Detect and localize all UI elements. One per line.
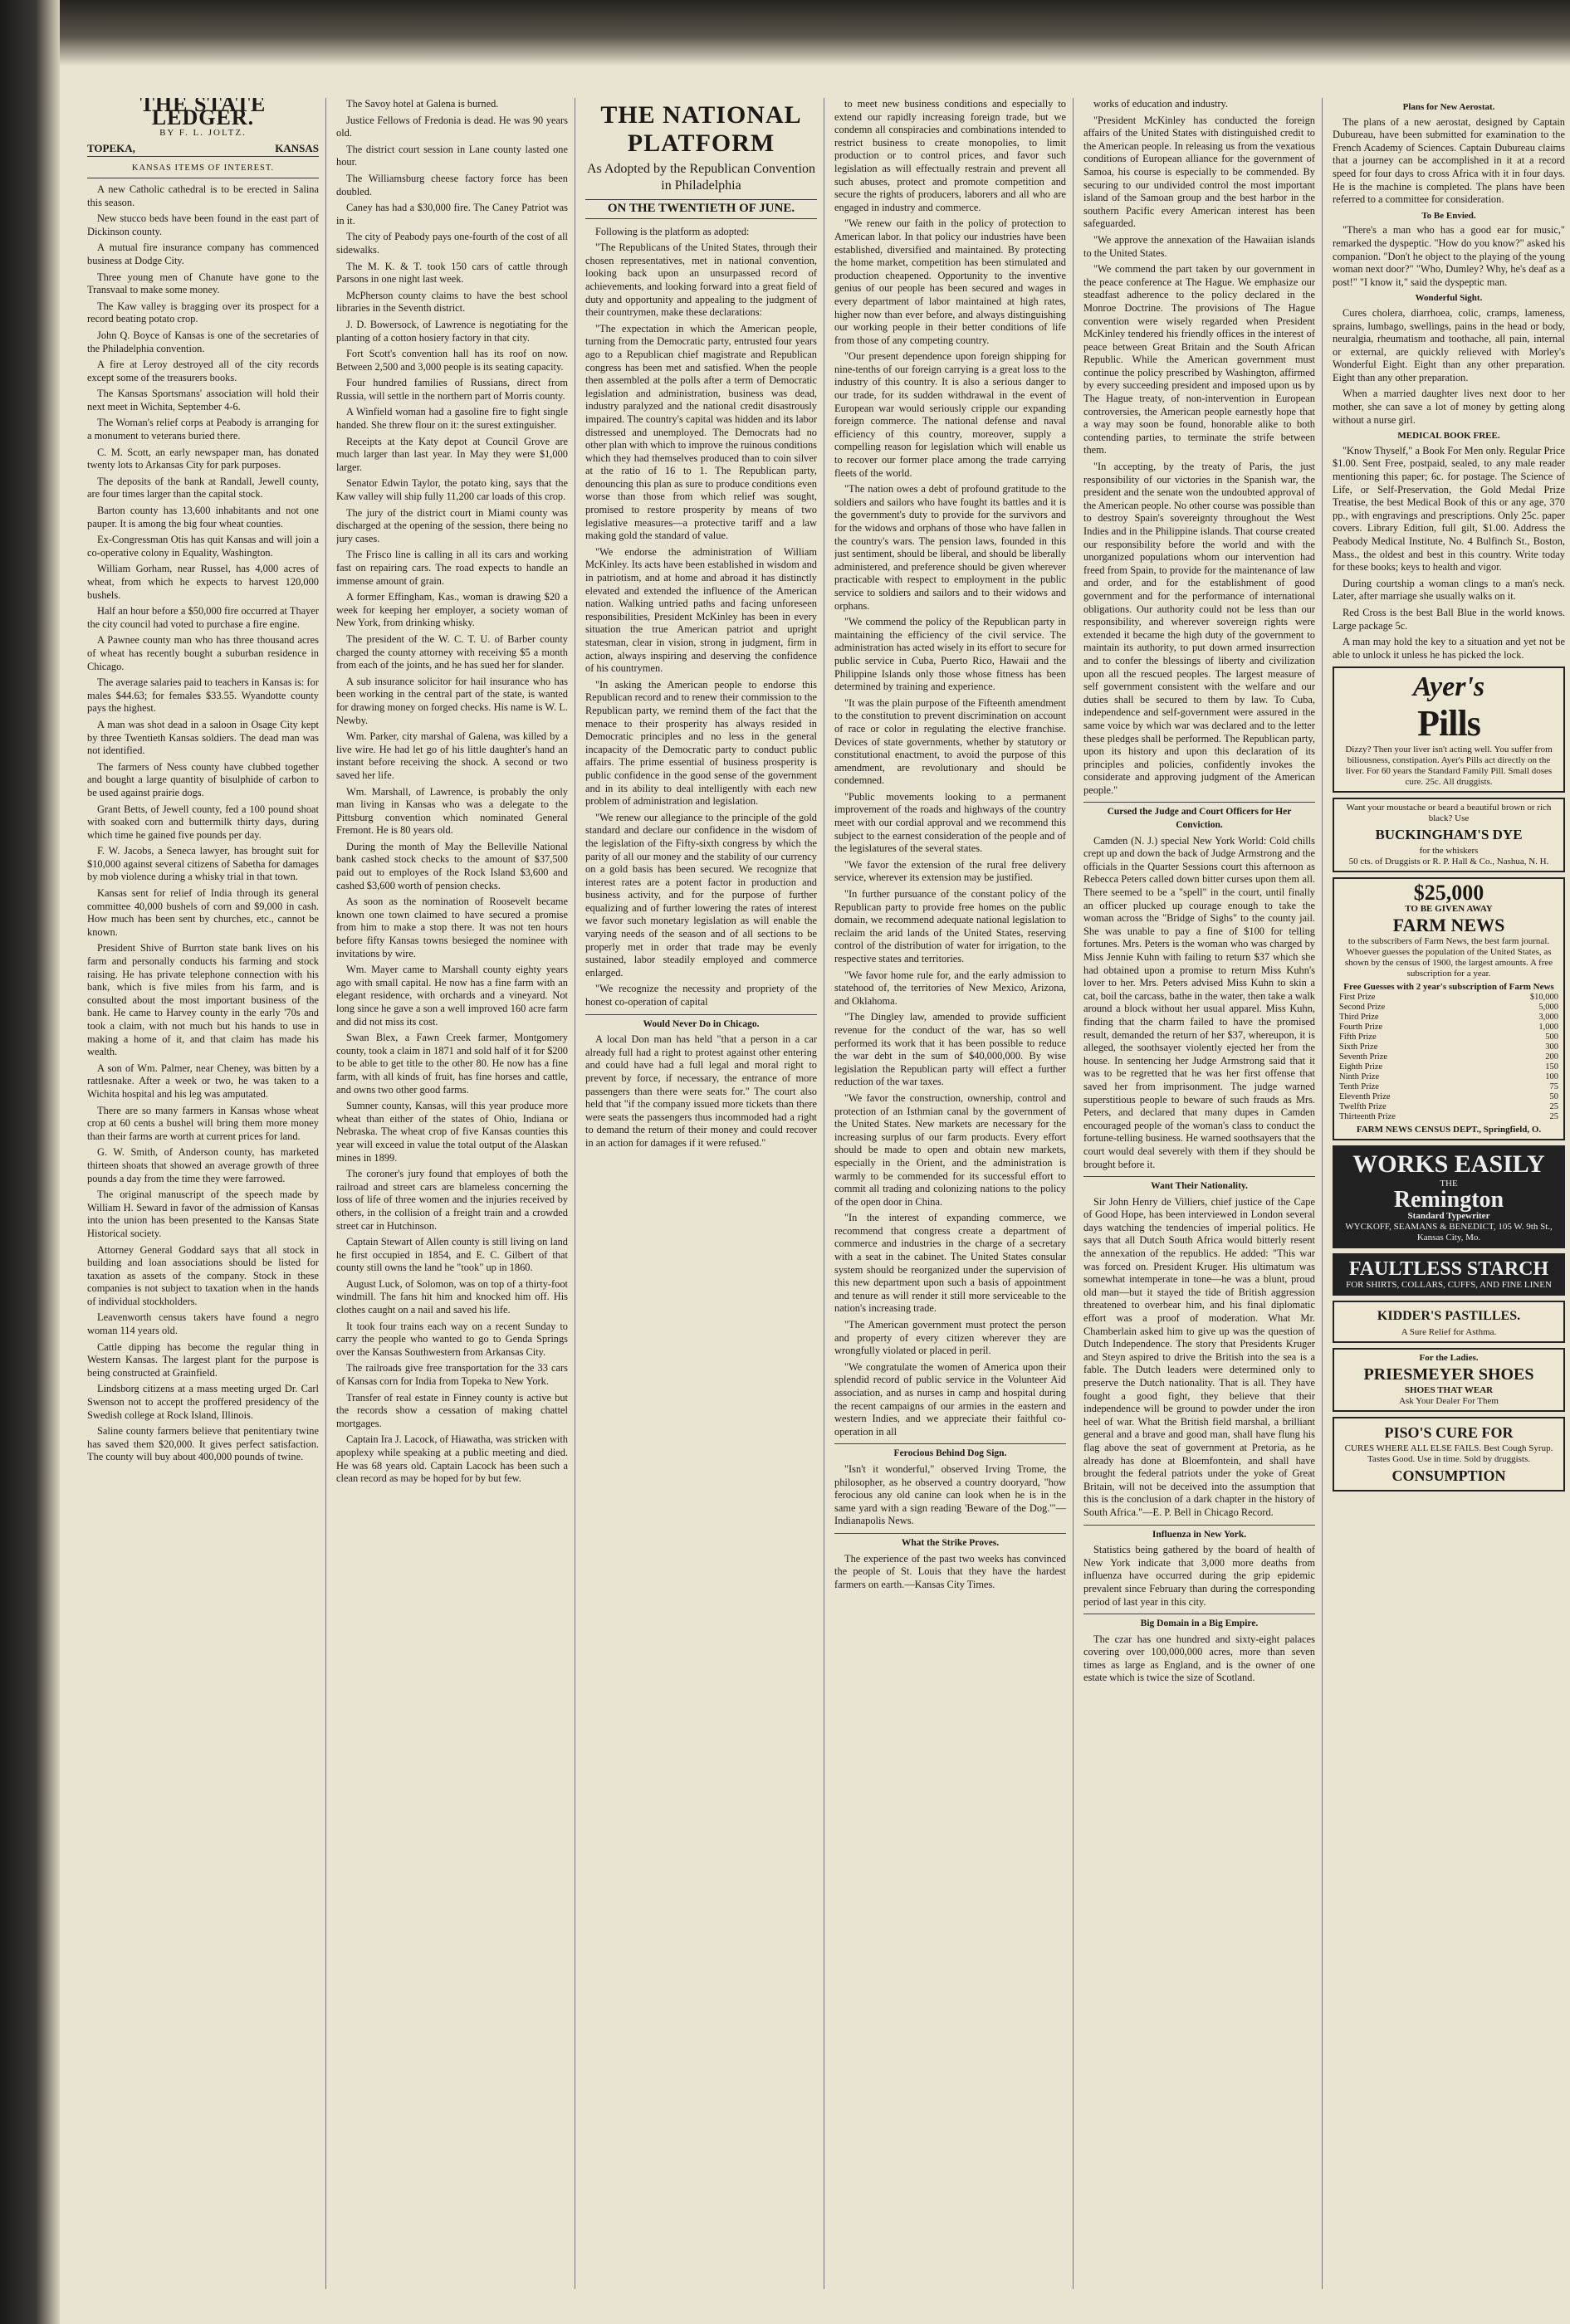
prize-label: Ninth Prize <box>1339 1072 1380 1082</box>
prize-amount: 75 <box>1549 1082 1558 1092</box>
paragraph: The Woman's relief corps at Peabody is arranging for a monument to veterans buried there. <box>87 417 319 442</box>
paragraph: August Luck, of Solomon, was on top of a thirty-foot windmill. The fans hit him and knocked him off. His clothes caught on a nail and saved his life. <box>336 1277 568 1316</box>
ad-pisos-cure <box>1333 1417 1565 1492</box>
paragraph: The average salaries paid to teachers in Kansas is: for males $44.63; for females $33.55. Wyandotte county pays the highest. <box>87 676 319 715</box>
article-body: Statistics being gathered by the board of health of New York indicate that 3,000 more deaths from influenza have occurred during the grip epidemic prevalent since February than during the corresponding period of last year in this city. <box>1083 1544 1315 1608</box>
paragraph: A fire at Leroy destroyed all of the city records except some of the treasurers books. <box>87 359 319 383</box>
prize-row <box>1338 1072 1560 1082</box>
prize-row <box>1338 993 1560 1003</box>
column-4-body <box>834 98 1066 1438</box>
paragraph: During the month of May the Belleville National bank cashed stock checks to the amount of $37,500 paid out to employes of the Rock Island $3,600 and cashed $3,600 worth of pension checks. <box>336 840 568 891</box>
prize-amount: 200 <box>1545 1052 1558 1062</box>
paragraph: It took four trains each way on a recent Sunday to carry the people who wanted to go to Genda Springs over the Kansas Southwestern from Arkansas City. <box>336 1320 568 1358</box>
paragraph: The Kaw valley is bragging over its prospect for a record beating potato crop. <box>87 300 319 325</box>
prize-row <box>1338 1052 1560 1062</box>
paragraph: A son of Wm. Palmer, near Cheney, was bitten by a rattlesnake. After a week or two, he was taken to a Wichita hospital and his leg was amputated. <box>87 1062 319 1100</box>
paragraph: Captain Stewart of Allen county is still living on land he first occupied in 1854, and E. C. Gilbert of that county still owns the land he "took" up in 1860. <box>336 1236 568 1274</box>
ad-brand: FARM NEWS <box>1392 915 1505 936</box>
paragraph: "In asking the American people to endorse this Republican record and to renew their commission to the Republican party, we remind them of the fact that the menace to their prosperity has always resided in Democratic principles and no less in the general incapacity of the Democratic party to conduct public affairs. The prime essential of business prosperity is public confidence in the good sense of the government and in its ability to deal intelligently with each new problem of administration and legislation. <box>585 678 817 808</box>
prize-label: Twelfth Prize <box>1339 1102 1387 1112</box>
paragraph: A mutual fire insurance company has commenced business at Dodge City. <box>87 242 319 266</box>
paragraph: Receipts at the Katy depot at Council Grove are much larger than last year. In May they were $1,000 larger. <box>336 435 568 473</box>
prize-row <box>1338 1003 1560 1013</box>
article-head: Influenza in New York. <box>1083 1525 1315 1542</box>
paragraph: "President McKinley has conducted the foreign affairs of the United States with distinguished credit to the American people. In releasing us from the vexatious conditions of European alliance for the government of Samoa, his course is especially to be commended. By securing to our undivided control the most important island of the Samoan group and the best harbor in the southern Pacific every American interest has been safeguarded. <box>1083 114 1315 230</box>
article-body: "Isn't it wonderful," observed Irving Trome, the philosopher, as he observed a country dooryard, "how ferocious any old canine can look when he is in the same yard with a sign reading 'Beware of the Dog.'"—Indianapolis News. <box>834 1462 1066 1527</box>
paragraph: A Winfield woman had a gasoline fire to fight single handed. She threw flour on it: the surest extinguisher. <box>336 406 568 432</box>
paragraph: "We favor the construction, ownership, control and protection of an Isthmian canal by the government of the United States. New markets are necessary for the increasing surplus of our farm products. Every effort should be made to open and obtain new markets, especially in the Orient, and the administration is warmly to be commended for its successful effort to commit all trading and colonizing nations to the policy of the open door in China. <box>834 1091 1066 1208</box>
paragraph: "In the interest of expanding commerce, we recommend that congress create a department of commerce and industries in the charge of a secretary with a seat in the cabinet. The United States consular system should be reorganized under the supervision of this new department upon such a basis of appointment and tenure as will render it still more serviceable to the nation's increasing trade. <box>834 1212 1066 1315</box>
ad-copy: for the whiskers <box>1419 846 1479 857</box>
paragraph: works of education and industry. <box>1093 98 1228 110</box>
ad-brand: PISO'S CURE FOR <box>1384 1424 1514 1442</box>
paragraph: The jury of the district court in Miami county was discharged at the opening of the session, there being no jury cases. <box>336 506 568 544</box>
paragraph: "The Republicans of the United States, through their chosen representatives, met in national convention, looking back upon an unsurpassed record of achievements, and looking forward into a great field of duty and opportunity and appealing to the judgment of their countrymen, make these declarations: <box>585 242 817 319</box>
paragraph: "The American government must protect the person and property of every citizen wherever they are wrongfully violated or placed in peril. <box>834 1319 1066 1357</box>
prize-row <box>1338 1112 1560 1122</box>
ad-top: WORKS EASILY <box>1352 1150 1545 1179</box>
paragraph: J. D. Bowersock, of Lawrence is negotiating for the planting of a cotton hosiery factory in that city. <box>336 318 568 344</box>
article-body <box>1083 835 1315 1171</box>
ad-brand: KIDDER'S PASTILLES. <box>1377 1309 1521 1324</box>
ad-copy: CURES WHERE ALL ELSE FAILS. Best Cough Syrup. Tastes Good. Use in time. Sold by druggists. <box>1344 1443 1553 1465</box>
prize-label: First Prize <box>1339 993 1376 1003</box>
prize-amount: 25 <box>1549 1112 1558 1122</box>
prize-amount: 100 <box>1545 1072 1558 1082</box>
prize-label: Second Prize <box>1339 1003 1386 1013</box>
paragraph: "Public movements looking to a permanent improvement of the roads and highways of the country meet with our cordial approval and we recommend this subject to the earnest consideration of the people and of the legislatures of the several states. <box>834 790 1066 855</box>
article-body: Sir John Henry de Villiers, chief justice of the Cape of Good Hope, has been interviewed in London several days watching the tendencies of imperial politics. He says that all Dutch South Africa would bitterly resent the annexation of the republics. He added: "This war was forced on. President Kruger. His ultimatum was somewhat intemperate in tone—he was a blunt, proud old man—but it stayed the tide of British aggression threatened to overbear him, and his final diplomatic effort was a proof of moderation. What Mr. Chamberlain asked him to give up was the question of Dutch Independence. The story that Presidents Kruger and Steyn aspired to drive the British into the sea is a fable. The Dutch leaders were determined only to preserve the Dutch nationality. That is all. They have fought a good fight, they believe that their independence will be ground to powder under the iron heel of war. What the British field marshal, a brilliant general and a brave and good man, shall have flung his flag above the seat of government at Pretoria, as he already has done at Bloemfontein, and shall have brought the federal patriots under the yoke of Great Britain, will not be deceived into the assumption that this is the conclusion of a dark chapter in the history of South Africa."—E. P. Bell in Chicago Record. <box>1083 1195 1315 1518</box>
article-body: The experience of the past two weeks has convinced the people of St. Louis that they have the hardest farmers on earth.—Kansas City Times. <box>834 1552 1066 1590</box>
paragraph: The district court session in Lane county lasted one hour. <box>336 143 568 168</box>
column-3-body <box>585 226 817 1009</box>
column-2 <box>336 98 575 2289</box>
prize-label: Eleventh Prize <box>1339 1092 1391 1102</box>
paragraph: Caney has had a $30,000 fire. The Caney Patriot was in it. <box>336 202 568 227</box>
article-head: Want Their Nationality. <box>1083 1176 1315 1194</box>
paragraph: Leavenworth census takers have found a negro woman 114 years old. <box>87 1311 319 1337</box>
paragraph: "We favor the extension of the rural free delivery service, wherever its extension may be justified. <box>834 858 1066 884</box>
prize-list <box>1338 993 1560 1122</box>
paragraph: Lindsborg citizens at a mass meeting urged Dr. Carl Swenson not to accept the proffered presidency of the Swedish college at Rock Island, Illinois. <box>87 1383 319 1421</box>
paragraph: A former Effingham, Kas., woman is drawing $20 a week for keeping her employer, a society woman of New York, from drinking whisky. <box>336 591 568 629</box>
paragraph: "In accepting, by the treaty of Paris, the just responsibility of our victories in the Spanish war, the president and the senate won the undoubted approval of the American people. No other course was possible than to destroy Spain's sovereignty throughout the West Indies and in the Philippine islands. That course created our responsibility before the world and with the unorganized populations whom our intervention had freed from Spain, to provide for the maintenance of law and order, and for the establishment of good government and for the performance of international obligations. Our authority could not be less than our responsibility, and wherever sovereign rights were extended it became the high duty of the government to maintain its authority, to put down armed insurrection and to confer the blessings of liberty and civilization upon all the rescued peoples. The largest measure of self government consistent with the welfare and our duties shall be secured to them by law. To Cuba, independence and self-government were assured in the same voice by which war was declared and to the letter these pledges shall be performed. The Republican party, upon its history and upon this declaration of its principles and policies, confidently invokes the considerate and approving judgment of the American people." <box>1083 461 1315 796</box>
paragraph: The farmers of Ness county have clubbed together and bought a large quantity of bisulphide of carbon to be used against prairie dogs. <box>87 760 319 798</box>
ad-footer: FARM NEWS CENSUS DEPT., Springfield, O. <box>1356 1125 1542 1135</box>
paragraph: F. W. Jacobs, a Seneca lawyer, has brought suit for $10,000 against several citizens of Sabetha for damages by mob violence during a whisky trial in that town. <box>87 845 319 883</box>
ad-prizes-head: Free Guesses with 2 year's subscription of Farm News <box>1343 982 1554 993</box>
prize-amount: 5,000 <box>1538 1003 1558 1013</box>
prize-label: Tenth Prize <box>1339 1082 1379 1092</box>
paragraph: Sumner county, Kansas, will this year produce more wheat than either of the states of Ohio, Indiana or Nebraska. The wheat crop of five Kansas counties this year will exceed in value the total output of the Alaskan mines in 1899. <box>336 1100 568 1164</box>
platform-dateline: ON THE TWENTIETH OF JUNE. <box>585 199 817 219</box>
paragraph: Wm. Marshall, of Lawrence, is probably the only man living in Kansas who was a delegate to the Pittsburg convention which nominated General Fremont. He is 80 years old. <box>336 785 568 837</box>
prize-amount: 3,000 <box>1538 1013 1558 1023</box>
platform-subhead: As Adopted by the Republican Convention in Philadelphia <box>586 162 816 193</box>
paragraph: Ex-Congressman Otis has quit Kansas and will join a co-operative colony in Equality, Washington. <box>87 534 319 559</box>
prize-label: Fourth Prize <box>1339 1023 1383 1033</box>
article-body: The czar has one hundred and sixty-eight palaces covering over 100,000,000 acres, more than seven times as large as England, and is the owner of one estate which is twice the size of Scotland. <box>1083 1633 1315 1684</box>
paragraph: Barton county has 13,600 inhabitants and not one pauper. It is among the big four wheat counties. <box>87 505 319 530</box>
paragraph: There are so many farmers in Kansas whose wheat crop at 60 cents a bushel will bring them more money than their farms are worth at current prices for land. <box>87 1104 319 1142</box>
paragraph: The Savoy hotel at Galena is burned. <box>346 98 499 110</box>
paragraph: "The expectation in which the American people, turning from the Democratic party, entrusted four years ago to a Republican chief magistrate and Republican congress has been met and satisfied. When the people then assembled at the polls after a term of Democratic legislation and administration, business was dead, industry paralyzed and the national credit disastrously impaired. The country's capital was hidden and its labor distressed and unemployed. The Democrats had no other plan with which to improve the ruinous conditions which they had themselves produced than to coin silver at the ratio of 16 to 1. The Republican party, denouncing this plan as sure to produce conditions even worse than those from which relief was sought, promised to restore prosperity by means of two legislative measures—a protective tariff and a law making gold the standard of value. <box>585 322 817 542</box>
ad-copy: Ask Your Dealer For Them <box>1399 1396 1499 1407</box>
prize-amount: $10,000 <box>1529 993 1558 1003</box>
masthead-title: THE STATE LEDGER. <box>139 98 267 129</box>
paragraph: Fort Scott's convention hall has its roof on now. Between 2,500 and 3,000 people is its seating capacity. <box>336 348 568 373</box>
paragraph: "We favor home rule for, and the early admission to statehood of, the territories of New Mexico, Arizona, and Oklahoma. <box>834 969 1066 1007</box>
ad-brand: Remington <box>1393 1187 1504 1213</box>
paragraph: The coroner's jury found that employes of both the railroad and street cars are blameless concerning the loss of life of three women and the injuries received by others, in the collision of a freight train and a crowded street car in Hutchinson. <box>336 1168 568 1232</box>
paragraph: Saline county farmers believe that penitentiary twine has saved them $20,000. It gives perfect satisfaction. The county will buy about 400,000 pounds of twine. <box>87 1425 319 1463</box>
article-head: Cursed the Judge and Court Officers for Her Conviction. <box>1083 802 1315 832</box>
ad-copy: to the subscribers of Farm News, the best farm journal. Whoever guesses the population of the United States, as shown by the census of 1900, the largest amounts. A free subscription for a year. <box>1344 936 1553 979</box>
paragraph: G. W. Smith, of Anderson county, has marketed thirteen shoats that showed an average growth of three pounds a day from the time they were farrowed. <box>87 1146 319 1184</box>
ad-brand: FAULTLESS STARCH <box>1348 1258 1549 1281</box>
paragraph: "We renew our faith in the policy of protection to American labor. In that policy our industries have been established, diversified and maintained. By protecting the home market, competition has been stimulated and production cheapened. Opportunity to the inventive genius of our people has been secured and wages in every department of labor maintained at high rates, higher now than ever before, and always distinguishing our working people in their better conditions of life from those of any competing country. <box>834 217 1066 346</box>
paragraph: William Gorham, near Russel, has 4,000 acres of wheat, from which he expects to harvest 120,000 bushels. <box>87 563 319 601</box>
article-body: "Know Thyself," a Book For Men only. Regular Price $1.00. Sent Free, postpaid, sealed, to any male reader mentioning this paper; 6c. for postage. The Science of Life, or Self-Preservation, the Gold Medal Prize Treatise, the best Medical Book of this or any age, 370 pp., with engravings and prescriptions. Only 25c. paper covers. Library Edition, full gilt, $1.00. Address the Peabody Medical Institute, No. 4 Bulfinch St., Boston, Mass., the oldest and best in this country. Write today for these books; keys to health and vigor. <box>1333 444 1565 574</box>
article-head: Ferocious Behind Dog Sign. <box>834 1443 1066 1461</box>
ad-copy: FOR SHIRTS, COLLARS, CUFFS, AND FINE LINEN <box>1346 1280 1552 1291</box>
paragraph: The original manuscript of the speech made by William H. Seward in favor of the admission of Kansas into the union has been presented to the Kansas State Historical society. <box>87 1189 319 1239</box>
paragraph: As soon as the nomination of Roosevelt became known one town claimed to have secured a promise from him to make a stop there. It was not ten hours before fifty Kansas towns besieged the nominee with invitations by wire. <box>336 896 568 959</box>
paragraph: The city of Peabody pays one-fourth of the cost of all sidewalks. <box>336 231 568 256</box>
prize-amount: 25 <box>1549 1102 1558 1112</box>
paragraph: "The Dingley law, amended to provide sufficient revenue for the conduct of the war, has so well performed its work that it has been possible to reduce the war debt in the sum of $40,000,000. By wise legislation the Republican party will effect a further reduction of the war taxes. <box>834 1011 1066 1088</box>
paragraph: "The nation owes a debt of profound gratitude to the soldiers and sailors who have fought its battles and it is the government's duty to provide for the survivors and for the widows and orphans of those who have fallen in the country's wars. The pension laws, founded in this just sentiment, should be liberal, and should be liberally administered, and preference should be given wherever practicable with respect to employment in the public service to soldiers and sailors and to their widows and orphans. <box>834 483 1066 612</box>
ad-buckingham-dye <box>1333 798 1565 872</box>
paragraph: Swan Blex, a Fawn Creek farmer, Montgomery county, took a claim in 1871 and sold half of it for $200 to be able to get title to the other 80. He now has a fine farm, with all kinds of fruit, has fine horses and cattle, and owns two other good farms. <box>336 1032 568 1096</box>
prize-label: Third Prize <box>1339 1013 1379 1023</box>
prize-row <box>1338 1013 1560 1023</box>
paragraph: The president of the W. C. T. U. of Barber county charged the county attorney with receiving $5 a month from each of the joints, and he has sued her for slander. <box>336 632 568 671</box>
ad-amount: $25,000 <box>1413 881 1484 906</box>
prize-row <box>1338 1033 1560 1042</box>
ad-copy: Want your moustache or beard a beautiful brown or rich black? Use <box>1346 803 1552 824</box>
article-head: To Be Envied. <box>1421 210 1476 221</box>
prize-row <box>1338 1023 1560 1033</box>
article-body: The plans of a new aerostat, designed by Captain Dubureau, have been submitted for examination to the French Academy of Sciences. Captain Dubureau claims that a journey can be accomplished in it at a record speed for four days to cross Africa with it in four days. He is the machine is completed. The plans have been referred to a committee for consideration. <box>1333 115 1565 206</box>
prize-row <box>1338 1082 1560 1092</box>
prize-label: Fifth Prize <box>1339 1033 1377 1042</box>
paragraph: President Shive of Burrton state bank lives on his farm and personally conducts his farming and stock raising. He has private telephone connection with his bank, which is five miles from his farm, and is consulted about the most important business of the bank. He came to Harvey county in the early '70s and took a claim, with not much but his hands to use in making a home of it, and that claim has made his wealth. <box>87 942 319 1058</box>
paragraph: "We endorse the administration of William McKinley. Its acts have been established in wisdom and in patriotism, and at home and abroad it has distinctly elevated and extended the influence of the American nation. Walking untried paths and facing unforeseen responsibilities, President McKinley has been in every situation the true American patriot and upright statesman, clear in vision, strong in judgment, firm in action, always inspiring and deserving the confidence of his countrymen. <box>585 545 817 675</box>
paragraph: Cattle dipping has become the regular thing in Western Kansas. The largest plant for the purpose is being constructed at Grainfield. <box>87 1340 319 1379</box>
prize-amount: 500 <box>1545 1033 1558 1042</box>
column-4 <box>834 98 1074 2289</box>
article-head: Would Never Do in Chicago. <box>585 1014 817 1032</box>
prize-label: Sixth Prize <box>1339 1042 1378 1052</box>
ad-copy: A Sure Relief for Asthma. <box>1401 1327 1497 1338</box>
prize-amount: 150 <box>1545 1062 1558 1072</box>
column-3 <box>585 98 824 2289</box>
ad-address: WYCKOFF, SEAMANS & BENEDICT, 105 W. 9th St., Kansas City, Mo. <box>1345 1222 1553 1243</box>
ad-brand: BUCKINGHAM'S DYE <box>1375 827 1523 843</box>
prize-amount: 1,000 <box>1538 1023 1558 1033</box>
ad-tagline: TO BE GIVEN AWAY <box>1405 904 1493 915</box>
article-head: MEDICAL BOOK FREE. <box>1397 431 1500 442</box>
paragraph: New stucco beds have been found in the east part of Dickinson county. <box>87 212 319 237</box>
paragraph: The M. K. & T. took 150 cars of cattle through Parsons in one night last week. <box>336 260 568 286</box>
column-6 <box>1333 98 1570 2289</box>
scan-top-edge <box>60 0 1570 66</box>
article-head: What the Strike Proves. <box>834 1533 1066 1550</box>
paragraph: "We commend the part taken by our government in the peace conference at The Hague. We emphasize our steadfast adherence to the policy declared in the Monroe Doctrine. The provisions of The Hague convention were wisely regarded when President McKinley tendered his friendly offices in the interest of peace between Great Britain and the South African Republic. While the American government must continue the policy prescribed by Washington, affirmed by every succeeding president and imposed upon us by The Hague treaty, of non-intervention in European controversies, the American people earnestly hope that a way may soon be found, honorable alike to both contending parties, to terminate the strife between them. <box>1083 263 1315 456</box>
column-5 <box>1083 98 1323 2289</box>
paragraph: Wm. Parker, city marshal of Galena, was killed by a live wire. He had let go of his little daughter's hand an instant before receiving the shock. A second or two saved her life. <box>336 730 568 781</box>
scan-edge <box>0 0 60 2324</box>
ad-tagline: SHOES THAT WEAR <box>1404 1385 1494 1396</box>
paragraph: A Pawnee county man who has three thousand acres of wheat has recently bought a suburban residence in Chicago. <box>87 634 319 672</box>
column-2-body <box>336 98 568 1486</box>
ad-product: Standard Typewriter <box>1407 1211 1490 1222</box>
masthead-byline: BY F. L. JOLTZ. <box>159 128 247 139</box>
ad-remington <box>1333 1145 1565 1248</box>
paragraph: "We recognize the necessity and propriety of the honest co-operation of capital <box>585 983 817 1008</box>
paragraph: Grant Betts, of Jewell county, fed a 100 pound shoat with soaked corn and buttermilk thirty days, during which time he gained five pounds per day. <box>87 803 319 841</box>
column-grid <box>87 98 1565 2289</box>
paragraph: Justice Fellows of Fredonia is dead. He was 90 years old. <box>336 114 568 139</box>
article-head: Plans for New Aerostat. <box>1402 102 1495 112</box>
prize-row <box>1338 1062 1560 1072</box>
ad-farm-news <box>1333 877 1565 1140</box>
ad-brand: PRIESMEYER SHOES <box>1363 1365 1534 1384</box>
article-body: During courtship a woman clings to a man's neck. Later, after marriage she usually walks on it. <box>1333 577 1565 603</box>
paragraph: C. M. Scott, an early newspaper man, has donated twenty lots to Arkansas City for park purposes. <box>87 446 319 471</box>
article-body: A local Don man has held "that a person in a car already full had a right to protest against other entering and could have had a full legal and moral right to prevent by force, if necessary, the entrance of more passengers than there were seats for." The court also held that "if the company issued more tickets than there were seats the passengers thus incommoded had a right to demand the return of their money and could recover in an action for damages if it were refused." <box>585 1033 817 1149</box>
prize-amount: 50 <box>1549 1092 1558 1102</box>
article-head: Wonderful Sight. <box>1415 293 1483 304</box>
ad-kidders-pastilles <box>1333 1301 1565 1343</box>
ad-product: Pills <box>1417 703 1480 745</box>
article-body: Cures cholera, diarrhoea, colic, cramps, lameness, sprains, lumbago, swellings, pains in the head or body, neuralgia, rheumatism and toothache, all pain, internal or external, are quickly relieved with Morley's Wonderful Eight. Eight than any other preparation. Eight than any other preparation. <box>1333 306 1565 383</box>
paragraph: "We renew our allegiance to the principle of the gold standard and declare our confidence in the wisdom of the legislation of the Fifty-sixth congress by which the parity of all our money and the stability of our currency on a gold basis has been secured. We recognize that interest rates are a potent factor in production and business activity, and for the purpose of further equalizing and of further lowering the rates of interest we favor such monetary legislation as will enable the varying needs of the season and of all sections to be properly met in order that trade may be evenly sustained, labor steadily employed and commerce enlarged. <box>585 811 817 979</box>
paragraph: The railroads give free transportation for the 33 cars of Kansas corn for India from Topeka to New York. <box>336 1362 568 1388</box>
prize-label: Seventh Prize <box>1339 1052 1388 1062</box>
paragraph: "We congratulate the women of America upon their splendid record of public service in the Volunteer Aid association, and as nurses in camp and hospital during the recent campaigns of our armies in the eastern and western Indies, and we appreciate their faithful co-operation in all <box>834 1360 1066 1438</box>
prize-row <box>1338 1042 1560 1052</box>
paragraph: Senator Edwin Taylor, the potato king, says that the Kaw valley will ship fully 11,200 car loads of this crop. <box>336 477 568 503</box>
prize-label: Eighth Prize <box>1339 1062 1383 1072</box>
paragraph: The Kansas Sportsmans' association will hold their next meet in Wichita, September 4-6. <box>87 388 319 413</box>
paragraph: "In further pursuance of the constant policy of the Republican party to provide free homes on the public domain, we recommend adequate national legislation to reclaim the arid lands of the United States, reserving control of the distribution of water for irrigation, to the respective states and territories. <box>834 888 1066 964</box>
masthead-state: KANSAS <box>275 141 319 154</box>
paragraph: Camden (N. J.) special New York World: Cold chills crept up and down the back of Judge Armstrong and the officials in the Quarter Sessions court this afternoon as Rebecca Peters called down bitter curses upon them all. There seemed to be a "spell" in the court, until finally an officer plucked up courage enough to take the woman across the "Bridge of Sighs" to the county jail. She was unable to pay a fine of $100 for telling fortunes. Mrs. Peters is the woman who was charged by Miss Jennie Kuhn with failing to return $37 which she had obtained upon a promise to return Miss Kuhn's lover to her. Mrs. Peters advised Miss Kuhn to skin a cat, boil the carcass, bathe in the water, then take a walk around a block without her usual apparel. Miss Kuhn, finding that the charm failed to have the promised result, demanded the return of her $37, whereupon, it is alleged, the soothsayer violently ejected her from the house. In sentencing her Judge Armstrong said that it was to be regretted that he was her first offense that saved her from imprisonment. The judge warned superstitious people to beware of such frauds as Mrs. Peters, and declared that many dupes in Camden encouraged people of the woman's class to conduct the fortune-telling business. He warned soothsayers that the court would deal severely with them if they should be brought before it. <box>1083 834 1315 1170</box>
paragraph: Following is the platform as adopted: <box>595 225 750 237</box>
paragraph: Four hundred families of Russians, direct from Russia, will settle in the northern part of Morris county. <box>336 377 568 402</box>
paragraph: John Q. Boyce of Kansas is one of the secretaries of the Philadelphia convention. <box>87 329 319 354</box>
paragraph: McPherson county claims to have the best school libraries in the Seventh district. <box>336 289 568 315</box>
paragraph: The Williamsburg cheese factory force has been doubled. <box>336 172 568 198</box>
prize-amount: 300 <box>1545 1042 1558 1052</box>
column-5-body <box>1083 98 1315 797</box>
paragraph: Three young men of Chanute have gone to the Transvaal to make some money. <box>87 271 319 296</box>
column-1 <box>87 98 326 2289</box>
paragraph: Transfer of real estate in Finney county is active but the records show a cessation of making chattel mortgages. <box>336 1391 568 1429</box>
article-body: When a married daughter lives next door to her mother, she can save a lot of money by getting along without a nurse girl. <box>1333 388 1565 426</box>
paragraph: to meet new business conditions and especially to extend our rapidly increasing foreign trade, but we condemn all conspiracies and combinations intended to restrict business to create monopolies, to limit production or to control prices, and favor such legislation as will effectually restrain and prevent all such abuses, protect and promote competition and secure the rights of producers, laborers and all who are engaged in industry and commerce. <box>834 98 1066 213</box>
ad-the: THE <box>1440 1179 1458 1189</box>
ad-priesmeyer-shoes <box>1333 1348 1565 1412</box>
paragraph: "We approve the annexation of the Hawaiian islands to the United States. <box>1083 233 1315 259</box>
article-body: Red Cross is the best Ball Blue in the world knows. Large package 5c. <box>1333 606 1565 632</box>
paragraph: Half an hour before a $50,000 fire occurred at Thayer the city council had voted to purchase a fire engine. <box>87 605 319 630</box>
paragraph: A man was shot dead in a saloon in Osage City kept by three Twentieth Kansas soldiers. The dead man was not identified. <box>87 718 319 757</box>
paragraph: "Our present dependence upon foreign shipping for nine-tenths of our foreign carrying is a great loss to the industry of this country. It is also a serious danger to our trade, for its sudden withdrawal in the event of European war would seriously cripple our expanding foreign commerce. The national defense and naval efficiency of this country, moreover, supply a compelling reason for legislation which will enable us to recover our former place among the trade carrying fleets of the world. <box>834 350 1066 479</box>
article-head: Big Domain in a Big Empire. <box>1083 1614 1315 1631</box>
paragraph: Kansas sent for relief of India through its general committee 40,000 bushels of corn and $9,000 in cash. How much has been sent by churches, etc., cannot be known. <box>87 887 319 938</box>
masthead-dateline <box>87 142 319 158</box>
paragraph: "We commend the policy of the Republican party in maintaining the efficiency of the civil service. The administration has acted wisely in its effort to secure for public service in Cuba, Puerto Rico, Hawaii and the Philippine Islands only those whose fitness has been determined by training and experience. <box>834 616 1066 693</box>
ad-ayers-pills <box>1333 666 1565 793</box>
paragraph: "It was the plain purpose of the Fifteenth amendment to the constitution to prevent discrimination on account of race or color in regulating the elective franchise. Devices of state governments, whether by statutory or constitutional enactment, to avoid the purpose of this amendment, are revolutionary and should be condemned. <box>834 696 1066 787</box>
prize-label: Thirteenth Prize <box>1339 1112 1396 1122</box>
section-title: KANSAS ITEMS OF INTEREST. <box>87 162 319 178</box>
paragraph: Wm. Mayer came to Marshall county eighty years ago with small capital. He now has a fine farm with an elegant residence, with orchards and a vineyard. Not long since he gave a son a well improved 160 acre farm and did not miss its cost. <box>336 964 568 1028</box>
prize-row <box>1338 1092 1560 1102</box>
prize-row <box>1338 1102 1560 1112</box>
article-body: A man may hold the key to a situation and yet not be able to unlock it unless he has picked the lock. <box>1333 636 1565 661</box>
paragraph: A new Catholic cathedral is to be erected in Salina this season. <box>87 183 319 208</box>
ad-copy: 50 cts. of Druggists or R. P. Hall & Co., Nashua, N. H. <box>1348 857 1549 867</box>
platform-headline: THE NATIONAL PLATFORM <box>600 101 802 157</box>
article-body: "There's a man who has a good ear for music," remarked the dyspeptic. "How do you know?" asked his companion. "Don't he object to the playing of the young woman next door?" "Who, Dumley? Why, he's deaf as a post!" "I know it," said the dyspeptic man. <box>1333 224 1565 288</box>
paragraph: Attorney General Goddard says that all stock in building and loan associations should be listed for taxation as assets of the company. Stock in these companies is not subject to taxation when in the hands of individual stockholders. <box>87 1243 319 1307</box>
column-1-body <box>87 183 319 1464</box>
ad-brand: Ayer's <box>1412 671 1485 703</box>
ad-footer: CONSUMPTION <box>1391 1467 1506 1485</box>
paragraph: Captain Ira J. Lacock, of Hiawatha, was stricken with apoplexy while speaking at a public meeting and died. He was 68 years old. Captain Lacock has been such a clean record as may be hoped for by but few. <box>336 1433 568 1485</box>
ad-copy: Dizzy? Then your liver isn't acting well. You suffer from biliousness, constipation. Ayer's Pills act directly on the liver. For 60 years the Standard Family Pill. Small doses cure. 25c. All druggists. <box>1345 745 1553 788</box>
paragraph: A sub insurance solicitor for hail insurance who has been working in the central part of the state, is wanted for drawing money on forged checks. His name is W. L. Newby. <box>336 675 568 726</box>
ad-top: For the Ladies. <box>1419 1353 1479 1364</box>
paragraph: The Frisco line is calling in all its cars and working fast on repairing cars. The road expects to handle an immense amount of grain. <box>336 549 568 587</box>
paragraph: The deposits of the bank at Randall, Jewell county, are four times larger than the capital stock. <box>87 475 319 500</box>
ad-faultless-starch <box>1333 1253 1565 1296</box>
masthead-city: TOPEKA, <box>87 141 135 154</box>
